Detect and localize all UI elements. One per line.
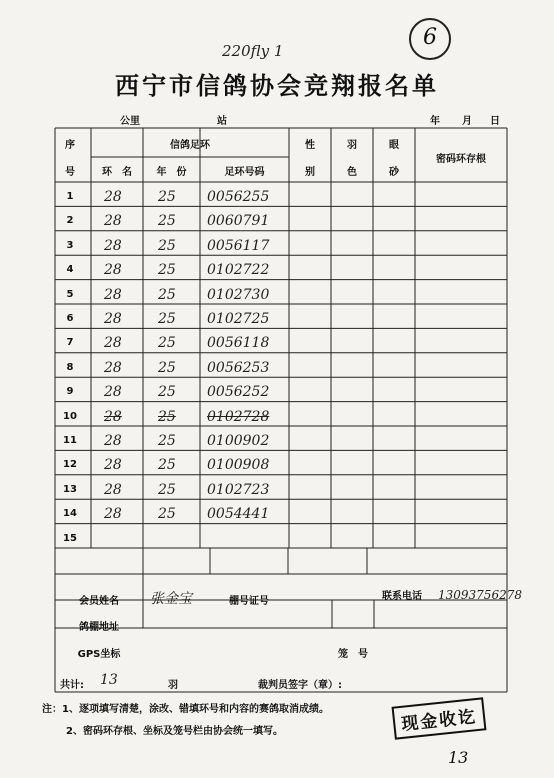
row-name: 28 — [104, 433, 122, 449]
row-number: 15 — [63, 532, 77, 544]
row-number: 10 — [63, 410, 77, 422]
row-name: 28 — [104, 481, 122, 498]
total-value: 13 — [100, 672, 118, 688]
row-year: 25 — [158, 262, 176, 279]
row-year: 25 — [158, 359, 176, 376]
month-label: 月 — [462, 116, 472, 127]
stub-header: 密码环存根 — [436, 154, 486, 165]
row-number: 4 — [66, 264, 74, 276]
row-number: 7 — [66, 337, 74, 349]
row-year: 25 — [158, 213, 176, 230]
note-2: 2、密码环存根、坐标及笼号栏由协会统一填写。 — [66, 726, 283, 737]
sex-header-bottom: 别 — [305, 167, 315, 178]
feather-header-top: 羽 — [347, 140, 357, 151]
row-number: 8 — [66, 361, 74, 373]
row-ring: 0102728 — [207, 408, 270, 425]
row-number: 13 — [63, 483, 77, 495]
row-name: 28 — [104, 189, 122, 205]
page-number: 13 — [448, 748, 469, 767]
row-number: 12 — [63, 459, 77, 471]
year-header: 年 份 — [156, 167, 187, 178]
station-label: 站 — [217, 116, 227, 127]
row-name: 28 — [104, 457, 122, 474]
row-ring: 0054441 — [207, 506, 270, 523]
form-number-circle: 6 — [409, 18, 451, 60]
row-ring: 0060791 — [207, 213, 270, 230]
phone-label: 联系电话 — [382, 591, 422, 602]
row-name: 28 — [104, 262, 122, 279]
sex-header-top: 性 — [305, 140, 315, 151]
row-name: 28 — [104, 335, 122, 352]
member-name-value: 张金宝 — [150, 591, 192, 607]
row-year: 25 — [158, 189, 176, 205]
gps-label: GPS坐标 — [77, 649, 121, 660]
seq-header-top: 序 — [65, 140, 75, 151]
row-year: 25 — [158, 433, 176, 449]
row-name: 28 — [104, 311, 122, 327]
row-year: 25 — [158, 384, 176, 401]
handwritten-top-note: 220fly 1 — [222, 42, 284, 60]
seq-header-bottom: 号 — [65, 167, 75, 178]
unit-label: 羽 — [168, 680, 178, 691]
row-year: 25 — [158, 457, 176, 474]
referee-label: 裁判员签字（章）: — [258, 680, 342, 691]
eye-header-top: 眼 — [389, 140, 399, 151]
row-ring: 0102722 — [207, 262, 270, 279]
row-number: 3 — [66, 239, 74, 251]
cage-label: 笼 号 — [338, 649, 368, 660]
member-name-label: 会员姓名 — [79, 596, 119, 607]
address-label: 鸽棚地址 — [79, 622, 119, 633]
day-label: 日 — [490, 116, 500, 127]
row-ring: 0056117 — [207, 237, 270, 254]
row-name: 28 — [104, 286, 122, 303]
ring-no-header: 足环号码 — [224, 167, 265, 178]
row-ring: 0102723 — [207, 481, 270, 498]
row-year: 25 — [158, 311, 176, 327]
row-year: 25 — [158, 335, 176, 352]
row-name: 28 — [104, 237, 122, 254]
row-ring: 0056253 — [207, 359, 270, 376]
row-name: 28 — [104, 213, 122, 230]
row-ring: 0056252 — [207, 384, 270, 401]
row-number: 2 — [66, 215, 74, 227]
loft-label: 棚号证号 — [229, 596, 269, 607]
row-year: 25 — [158, 506, 176, 523]
row-name: 28 — [104, 506, 122, 523]
row-year: 25 — [158, 408, 176, 425]
row-name: 28 — [104, 359, 122, 376]
row-number: 14 — [63, 508, 77, 520]
ring-name-header: 环 名 — [102, 167, 132, 178]
row-number: 6 — [66, 313, 74, 324]
note-1: 注：1、逐项填写清楚，涂改、错填环号和内容的赛鸽取消成绩。 — [42, 704, 329, 715]
page-title: 西宁市信鸽协会竞翔报名单 — [115, 71, 439, 100]
row-year: 25 — [158, 237, 176, 254]
row-year: 25 — [158, 481, 176, 498]
distance-label: 公里 — [120, 116, 140, 127]
feather-header-bottom: 色 — [347, 167, 357, 178]
row-ring: 0056118 — [207, 335, 270, 352]
cash-received-stamp: 现金收讫 — [392, 697, 487, 739]
total-label: 共计: — [60, 680, 84, 691]
row-ring: 0056255 — [207, 189, 270, 205]
row-ring: 0100902 — [207, 433, 270, 449]
row-ring: 0102725 — [207, 311, 270, 327]
year-label: 年 — [430, 116, 440, 127]
ring-group-header: 信鸽足环 — [170, 140, 210, 151]
row-name: 28 — [104, 408, 122, 425]
eye-header-bottom: 砂 — [389, 167, 399, 178]
row-number: 11 — [63, 435, 77, 446]
row-number: 1 — [66, 191, 74, 202]
row-ring: 0100908 — [207, 457, 270, 474]
row-number: 9 — [66, 386, 74, 398]
row-name: 28 — [104, 384, 122, 401]
phone-value: 13093756278 — [438, 588, 522, 602]
row-ring: 0102730 — [207, 286, 270, 303]
row-year: 25 — [158, 286, 176, 303]
row-number: 5 — [66, 288, 74, 300]
